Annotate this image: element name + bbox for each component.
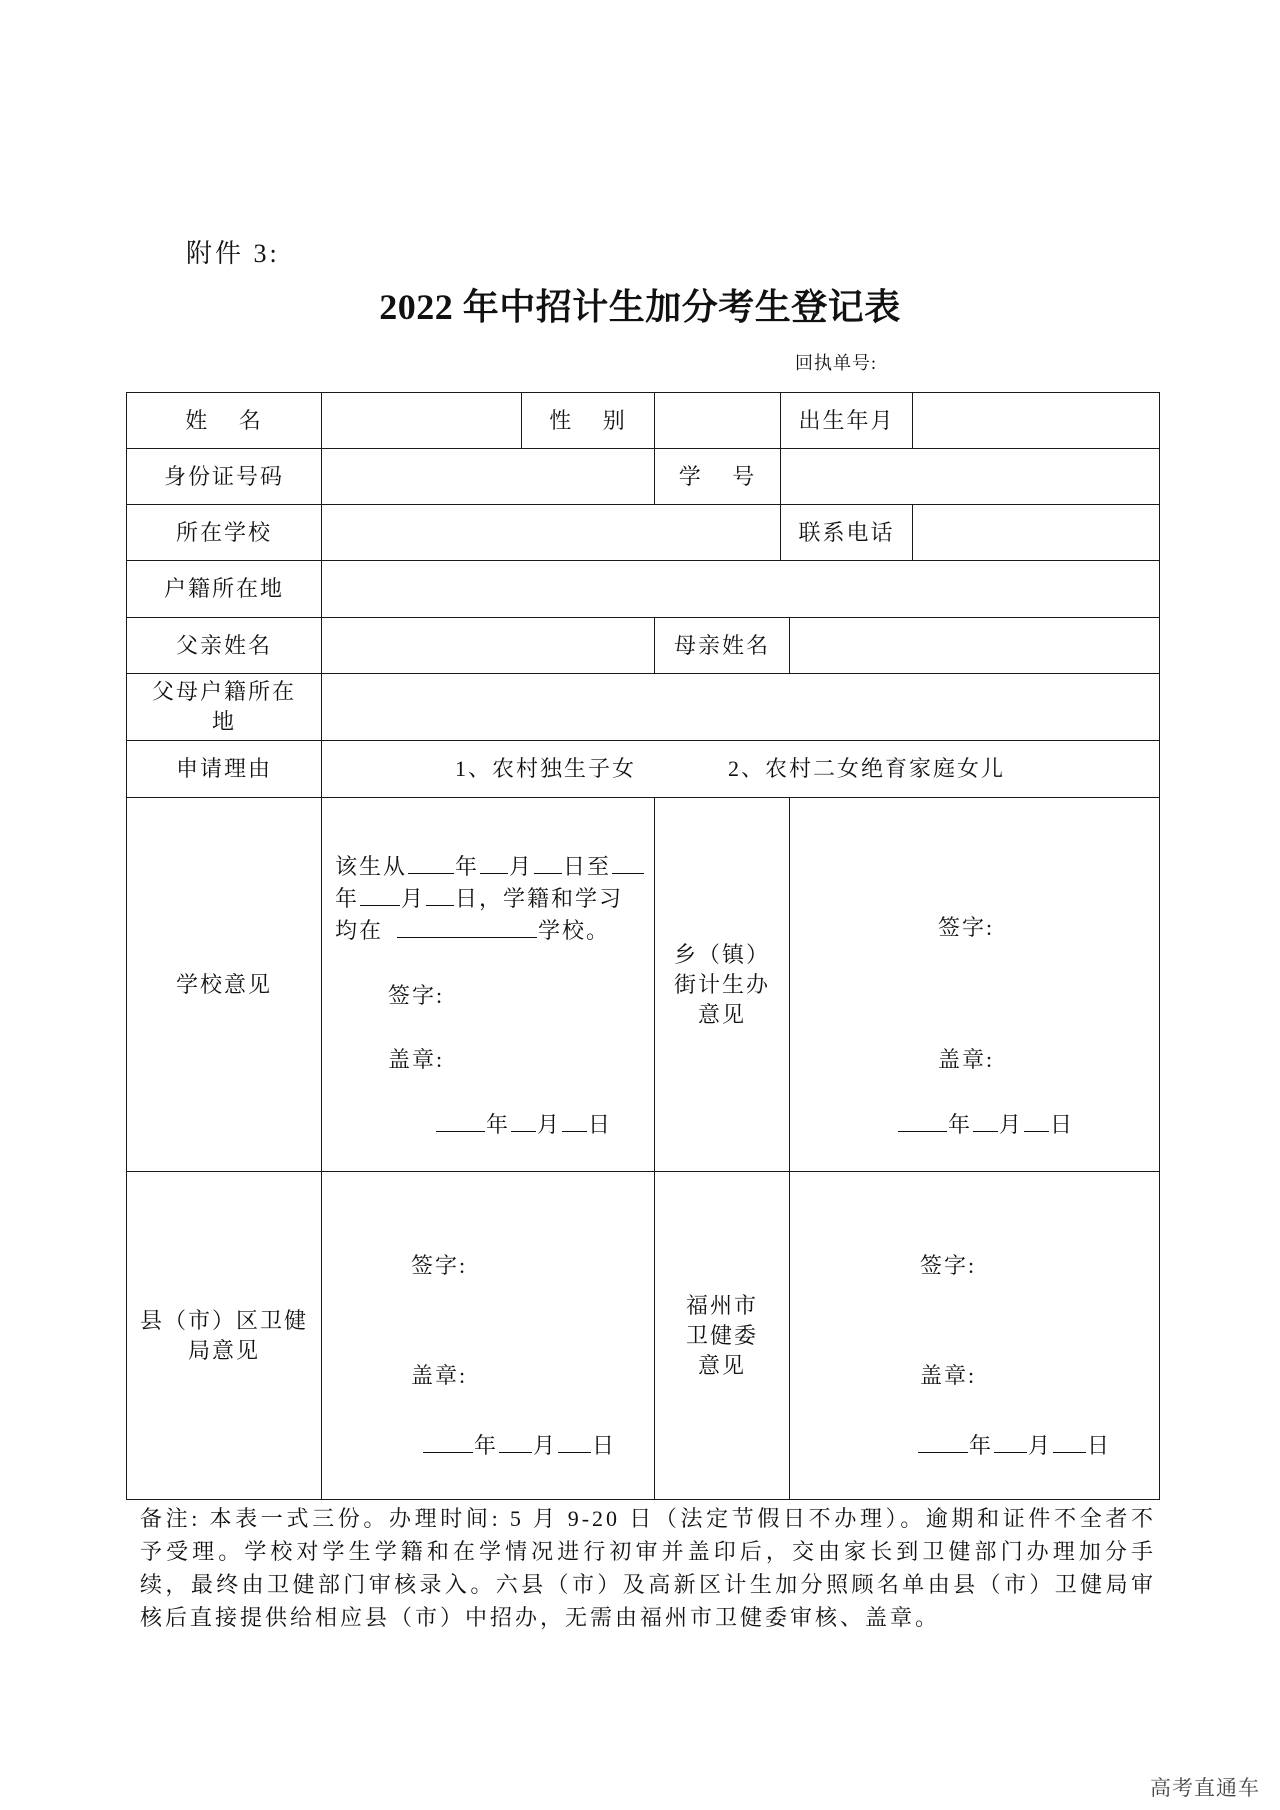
phone-value-cell	[913, 505, 1160, 561]
id-number-label: 身份证号码	[163, 463, 284, 489]
mother-name-label-cell	[655, 618, 790, 674]
date-year: 年	[969, 1433, 994, 1458]
date-month: 月	[537, 1112, 562, 1137]
father-name-value-cell	[322, 618, 655, 674]
date-month: 月	[1028, 1433, 1053, 1458]
date-year-blank	[918, 1432, 968, 1453]
gender-label-cell	[522, 393, 655, 449]
phone-label: 联系电话	[798, 519, 895, 545]
date-year: 年	[948, 1112, 973, 1137]
city-opinion-label: 福州市卫健委意见	[685, 1292, 758, 1378]
date-year-blank	[423, 1432, 473, 1453]
statement-day-status: 日，学籍和学习	[455, 886, 624, 911]
name-value-cell	[322, 393, 522, 449]
school-seal-label: 盖章:	[388, 1047, 445, 1072]
father-name-label-cell	[127, 618, 322, 674]
statement-line-3	[335, 915, 645, 947]
row-parents-household	[127, 674, 1160, 741]
school-opinion-label: 学校意见	[175, 971, 272, 997]
father-name-label: 父亲姓名	[175, 632, 272, 658]
school-sign-label: 签字:	[388, 983, 445, 1008]
school-date	[435, 1109, 612, 1141]
birth-label: 出生年月	[798, 407, 895, 433]
birth-label-cell	[781, 393, 913, 449]
city-opinion-label-cell	[655, 1172, 790, 1500]
date-year: 年	[486, 1112, 511, 1137]
reason-options-cell	[322, 741, 1160, 798]
statement-month: 月	[509, 854, 534, 879]
statement-line-1	[335, 851, 645, 883]
township-date	[897, 1109, 1074, 1141]
name-label: 姓 名	[185, 407, 263, 433]
attachment-label: 附件 3:	[186, 239, 280, 268]
end-month-blank	[360, 885, 400, 906]
statement-month-2: 月	[401, 886, 426, 911]
township-sign-label: 签字:	[938, 915, 995, 940]
start-day-blank	[534, 853, 562, 874]
receipt-number-label: 回执单号:	[795, 353, 878, 373]
student-no-label-cell	[655, 449, 781, 505]
gender-label: 性 别	[549, 407, 627, 433]
mother-name-label: 母亲姓名	[673, 632, 770, 658]
student-no-label: 学 号	[678, 463, 757, 489]
county-opinion-cell	[322, 1172, 655, 1500]
school-value-cell	[322, 505, 781, 561]
student-no-value-cell	[781, 449, 1160, 505]
parents-household-label-cell	[127, 674, 322, 741]
date-month: 月	[999, 1112, 1024, 1137]
reason-option-2: 2、农村二女绝育家庭女儿	[728, 756, 1006, 781]
city-seal-label: 盖章:	[920, 1363, 977, 1388]
county-opinion-label-cell	[127, 1172, 322, 1500]
school-name-blank	[397, 917, 537, 938]
date-year-blank	[898, 1111, 947, 1132]
city-opinion-cell	[790, 1172, 1160, 1500]
date-day: 日	[1087, 1433, 1112, 1458]
statement-year-2: 年	[335, 886, 360, 911]
id-number-value-cell	[322, 449, 655, 505]
household-value-cell	[322, 561, 1160, 618]
remarks-note: 备注: 本表一式三份。办理时间: 5 月 9-20 日（法定节假日不办理）。逾期和证件不全者不予受理。学校对学生学籍和在学情况进行初审并盖印后，交由家长到卫健部门办理加分手续，最终由卫健部门审核录入。六县（市）及高新区计生加分照顾名单由县（市）卫健局审核后直接提供给相应县（市）中招办，无需由福州市卫健委审核、盖章。	[140, 1506, 1156, 1630]
statement-day-to: 日至	[563, 854, 612, 879]
statement-line-2	[335, 883, 645, 915]
gender-value-cell	[655, 393, 781, 449]
form-title: 2022 年中招计生加分考生登记表	[379, 287, 901, 327]
watermark-text: 高考直通车	[1150, 1776, 1260, 1800]
date-year: 年	[474, 1433, 499, 1458]
city-sign-label: 签字:	[920, 1253, 977, 1278]
township-opinion-cell	[790, 798, 1160, 1172]
township-opinion-label: 乡（镇）街计生办意见	[673, 941, 770, 1027]
date-day: 日	[588, 1112, 613, 1137]
reason-option-1: 1、农村独生子女	[455, 756, 637, 781]
date-month-blank	[994, 1432, 1027, 1453]
row-county-city-opinion	[127, 1172, 1160, 1500]
statement-at: 均在	[335, 918, 384, 943]
date-day-blank	[558, 1432, 591, 1453]
row-household	[127, 561, 1160, 618]
row-name-gender-birth	[127, 393, 1160, 449]
id-number-label-cell	[127, 449, 322, 505]
mother-name-value-cell	[790, 618, 1160, 674]
household-label: 户籍所在地	[163, 576, 284, 601]
row-parents-names	[127, 618, 1160, 674]
date-month-blank	[511, 1111, 536, 1132]
date-day: 日	[592, 1433, 617, 1458]
registration-table	[126, 392, 1160, 1500]
reason-label: 申请理由	[175, 756, 272, 781]
county-opinion-label: 县（市）区卫健局意见	[139, 1307, 308, 1363]
birth-value-cell	[913, 393, 1160, 449]
statement-year: 年	[455, 854, 480, 879]
school-opinion-label-cell	[127, 798, 322, 1172]
date-month-blank	[973, 1111, 998, 1132]
school-statement	[335, 851, 645, 947]
date-day-blank	[1024, 1111, 1049, 1132]
parents-household-label: 父母户籍所在地	[151, 679, 296, 734]
date-day-blank	[1053, 1432, 1086, 1453]
statement-school-suffix: 学校。	[538, 918, 611, 943]
start-month-blank	[480, 853, 508, 874]
township-seal-label: 盖章:	[938, 1047, 995, 1072]
county-date	[422, 1430, 616, 1462]
county-sign-label: 签字:	[411, 1253, 468, 1278]
end-year-blank	[612, 853, 644, 874]
school-label: 所在学校	[175, 519, 272, 545]
row-id-student-no	[127, 449, 1160, 505]
row-school-township-opinion	[127, 798, 1160, 1172]
end-day-blank	[426, 885, 454, 906]
city-date	[917, 1430, 1111, 1462]
row-reason	[127, 741, 1160, 798]
household-label-cell	[127, 561, 322, 618]
school-label-cell	[127, 505, 322, 561]
parents-household-value-cell	[322, 674, 1160, 741]
township-opinion-label-cell	[655, 798, 790, 1172]
date-month-blank	[499, 1432, 532, 1453]
date-day-blank	[562, 1111, 587, 1132]
date-day: 日	[1050, 1112, 1075, 1137]
row-school-phone	[127, 505, 1160, 561]
date-year-blank	[436, 1111, 485, 1132]
start-year-blank	[408, 853, 454, 874]
statement-from: 该生从	[335, 854, 408, 879]
county-seal-label: 盖章:	[411, 1363, 468, 1388]
school-opinion-cell	[322, 798, 655, 1172]
reason-label-cell	[127, 741, 322, 798]
phone-label-cell	[781, 505, 913, 561]
name-label-cell	[127, 393, 322, 449]
date-month: 月	[533, 1433, 558, 1458]
